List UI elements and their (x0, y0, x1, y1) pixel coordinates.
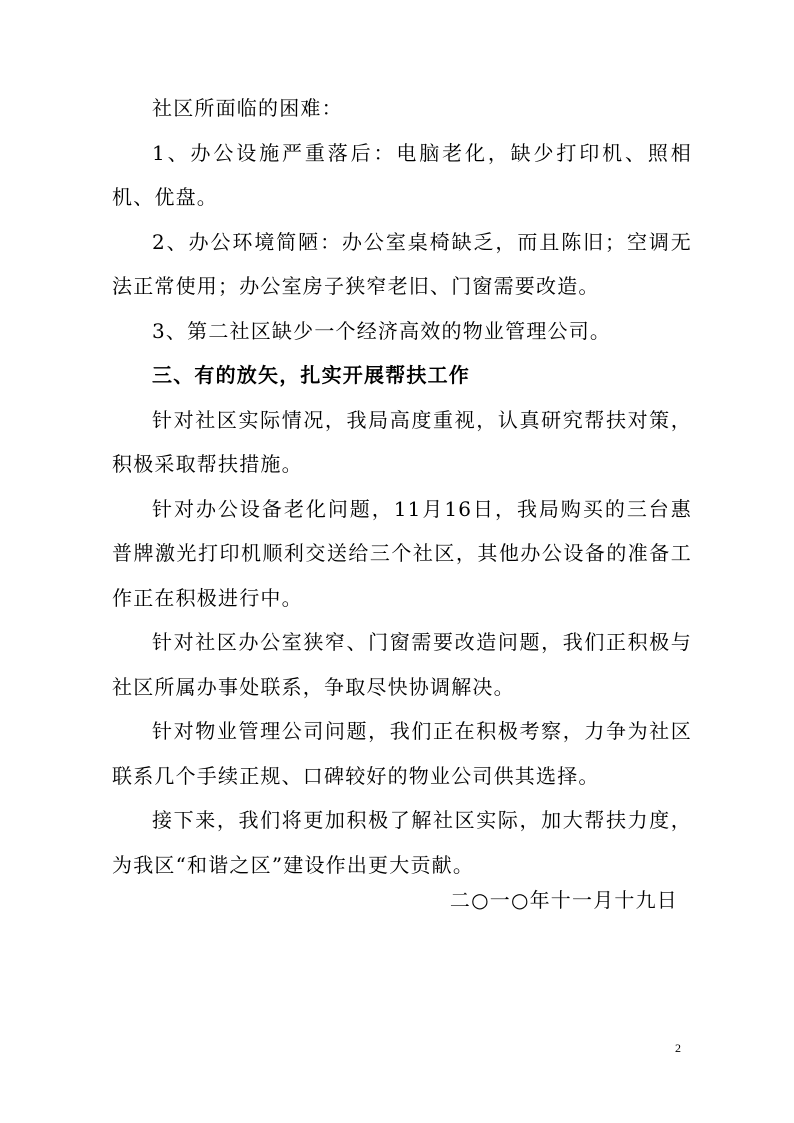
paragraph-response-intro: 针对社区实际情况，我局高度重视，认真研究帮扶对策，积极采取帮扶措施。 (112, 407, 692, 476)
paragraph-difficulty-2: 2、办公环境简陋：办公室桌椅缺乏，而且陈旧；空调无法正常使用；办公室房子狭窄老旧、门窗需要改造。 (112, 229, 692, 298)
paragraph-difficulty-3: 3、第二社区缺少一个经济高效的物业管理公司。 (152, 318, 612, 343)
section-heading: 三、有的放矢，扎实开展帮扶工作 (152, 363, 470, 387)
paragraph-conclusion: 接下来，我们将更加积极了解社区实际，加大帮扶力度，为我区“和谐之区”建设作出更大贡献。 (112, 808, 692, 877)
paragraph-equipment-response: 针对办公设备老化问题，11月16日，我局购买的三台惠普牌激光打印机顺利交送给三个社区，其他办公设备的准备工作正在积极进行中。 (112, 496, 692, 610)
paragraph-difficulties-intro: 社区所面临的困难： (152, 96, 343, 120)
document-date: 二○一○年十一月十九日 (449, 888, 678, 912)
paragraph-property-response: 针对物业管理公司问题，我们正在积极考察，力争为社区联系几个手续正规、口碑较好的物业公司供其选择。 (112, 719, 692, 788)
paragraph-office-response: 针对社区办公室狭窄、门窗需要改造问题，我们正积极与社区所属办事处联系，争取尽快协调解决。 (112, 630, 692, 699)
page-number: 2 (675, 1041, 681, 1055)
document-body (112, 86, 692, 887)
paragraph-difficulty-1: 1、办公设施严重落后：电脑老化，缺少打印机、照相机、优盘。 (112, 140, 692, 209)
